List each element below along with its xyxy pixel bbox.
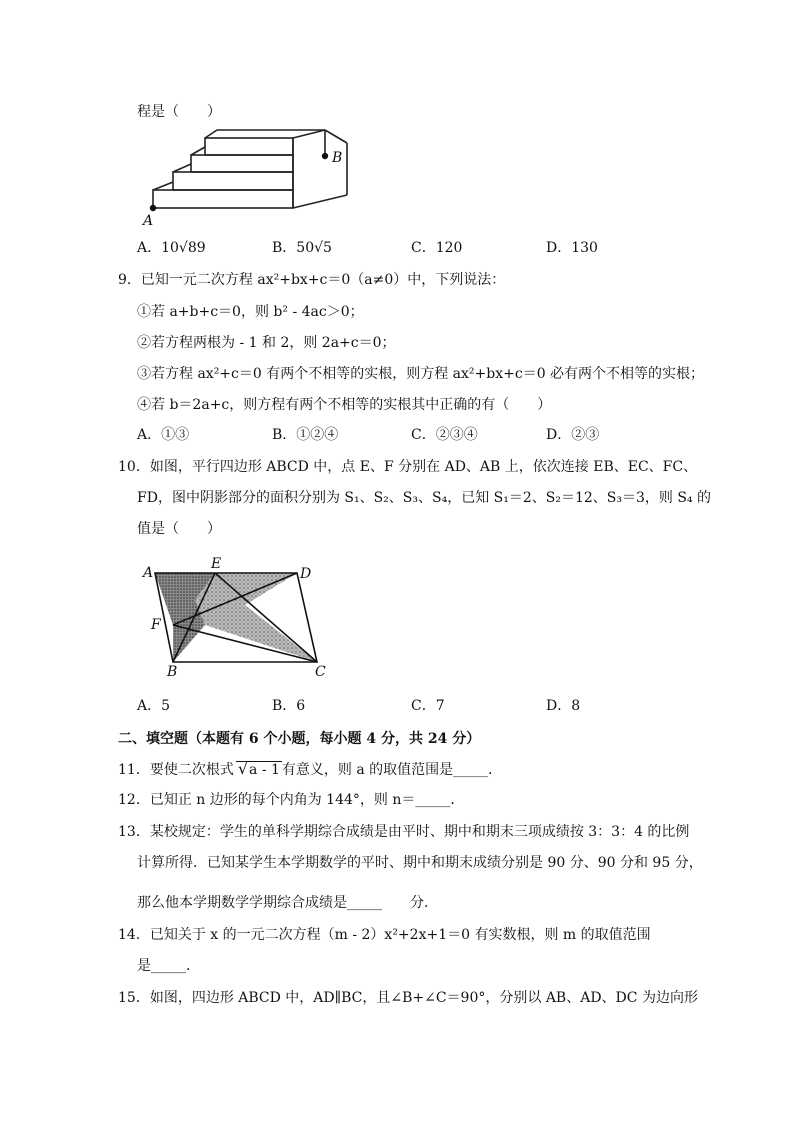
q13-line-1: 13．某校规定：学生的单科学期综合成绩是由平时、期中和期末三项成绩按 3：3：4 的比例 — [118, 824, 690, 840]
para-label-a: A — [143, 565, 154, 581]
section-2-heading: 二、填空题（本题有 6 个小题，每小题 4 分，共 24 分） — [118, 731, 481, 747]
q9-statement-1: ①若 a+b+c＝0，则 b² - 4ac＞0； — [137, 304, 364, 320]
q11 — [118, 759, 502, 780]
q11-radicand — [236, 761, 282, 778]
sqrt-symbol: √ — [237, 759, 249, 778]
q10-line-2: FD，图中阴影部分的面积分别为 S₁、S₂、S₃、S₄，已知 S₁＝2、S₂＝12、S₃＝3，则 S₄ 的 — [137, 490, 711, 506]
q9-statement-4: ④若 b＝2a+c，则方程有两个不相等的实根其中正确的有（ ） — [137, 397, 552, 413]
para-label-f: F — [151, 617, 161, 633]
stair-label-a: A — [143, 213, 154, 225]
q9-stem: 9．已知一元二次方程 ax²+bx+c＝0（a≠0）中，下列说法： — [118, 272, 506, 288]
q9-option-b: B．①②④ — [272, 427, 339, 443]
q9-option-a: A．①③ — [137, 427, 190, 443]
staircase-figure — [135, 125, 365, 225]
q10-line-1: 10．如图，平行四边形 ABCD 中，点 E、F 分别在 AD、AB 上，依次连接 EB、EC、FC、 — [118, 459, 698, 475]
para-label-d: D — [300, 566, 312, 582]
q10-option-b: B．6 — [272, 698, 306, 714]
q10-option-c: C．7 — [411, 698, 445, 714]
q10-option-a: A．5 — [137, 698, 171, 714]
q14-line-2: 是_____． — [137, 958, 200, 974]
q9-option-c: C．②③④ — [411, 427, 478, 443]
q9-statement-2: ②若方程两根为 - 1 和 2，则 2a+c＝0； — [137, 335, 396, 351]
q8-option-c: C．120 — [411, 240, 463, 256]
para-label-e: E — [211, 556, 222, 572]
para-label-b: B — [167, 664, 178, 680]
para-label-c: C — [315, 664, 326, 680]
q11-after: 有意义，则 a 的取值范围是_____． — [281, 762, 503, 778]
q13-line-3: 那么他本学期数学学期综合成绩是_____ 分． — [137, 895, 438, 911]
q11-before: 11．要使二次根式 — [118, 762, 234, 778]
q8-option-d: D．130 — [546, 240, 598, 256]
q10-option-d: D．8 — [546, 698, 581, 714]
q15: 15．如图，四边形 ABCD 中，AD∥BC，且∠B+∠C＝90°，分别以 AB、AD、DC 为边向形 — [118, 990, 698, 1006]
q8-stem-tail: 程是（ ） — [137, 104, 221, 120]
q10-line-3: 值是（ ） — [137, 521, 221, 537]
q11-radicand-text: a - 1 — [249, 762, 280, 778]
q12: 12．已知正 n 边形的每个内角为 144°，则 n＝_____． — [118, 792, 465, 808]
q9-statement-3: ③若方程 ax²+c＝0 有两个不相等的实根，则方程 ax²+bx+c＝0 必有两个不相等的实根； — [137, 366, 705, 382]
q8-option-b: B．50√5 — [272, 240, 332, 256]
q13-line-2: 计算所得．已知某学生本学期数学的平时、期中和期末成绩分别是 90 分、90 分和 95 分， — [137, 855, 703, 871]
q14-line-1: 14．已知关于 x 的一元二次方程（m - 2）x²+2x+1＝0 有实数根，则 m 的取值范围 — [118, 927, 651, 943]
q8-option-a: A．10√89 — [137, 240, 206, 256]
stair-label-b: B — [332, 150, 343, 166]
q9-option-d: D．②③ — [546, 427, 600, 443]
parallelogram-figure — [135, 555, 335, 680]
